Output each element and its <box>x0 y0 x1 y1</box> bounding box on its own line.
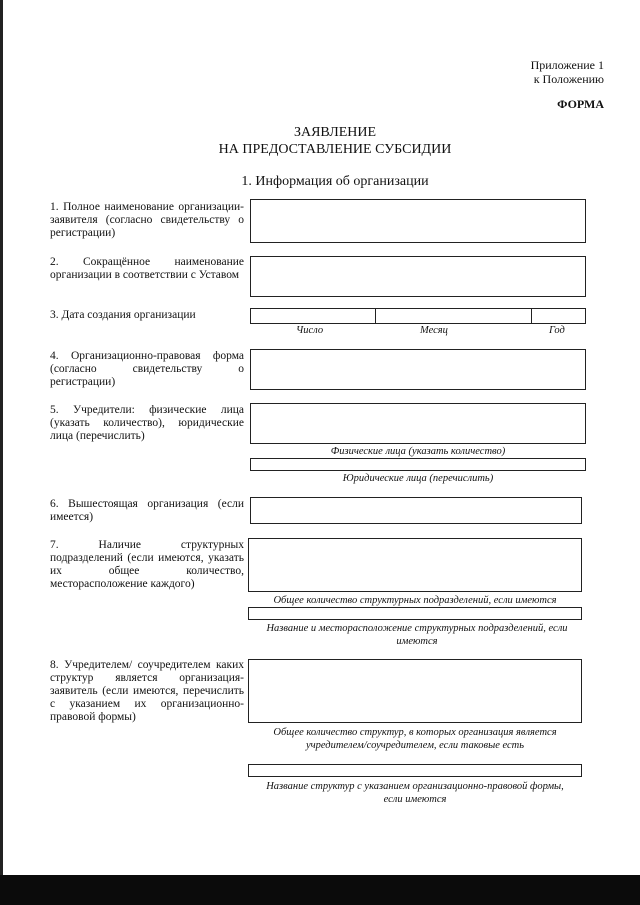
field-6-input[interactable] <box>250 497 582 524</box>
title-line-2: НА ПРЕДОСТАВЛЕНИЕ СУБСИДИИ <box>218 142 452 157</box>
structures-count-input[interactable] <box>248 659 582 723</box>
founders-individuals-caption: Физические лица (указать количество) <box>330 446 506 457</box>
field-6-label: 6. Вышестоящая организация (если имеется) <box>50 498 244 523</box>
title-line-1: ЗАЯВЛЕНИЕ <box>293 125 377 140</box>
field-4-input[interactable] <box>250 349 586 390</box>
field-1-label: 1. Полное наименование организации-заявителя (согласно свидетельству о регистрации) <box>50 201 244 239</box>
field-4-label: 4. Организационно-правовая форма (согласно свидетельству о регистрации) <box>50 350 244 388</box>
appendix-note <box>420 58 604 86</box>
scan-bottom-border <box>0 875 640 905</box>
field-5-label: 5. Учредители: физические лица (указать количество), юридические лица (перечислить) <box>50 404 244 442</box>
subdivisions-count-input[interactable] <box>248 538 582 592</box>
field-1-input[interactable] <box>250 199 586 243</box>
field-2-label: 2. Сокращённое наименование организации в соответствии с Уставом <box>50 256 244 281</box>
subdivisions-names-caption: Название и месторасположение структурных подразделений, если имеются <box>266 623 568 647</box>
form-label: ФОРМА <box>557 97 604 111</box>
field-3-label: 3. Дата создания организации <box>50 309 196 321</box>
field-2-input[interactable] <box>250 256 586 297</box>
appendix-line-1: Приложение 1 <box>530 58 604 72</box>
date-year-input[interactable] <box>532 309 585 323</box>
appendix-line-2: к Положению <box>533 72 604 86</box>
date-day-caption: Число <box>296 325 324 336</box>
scan-left-edge <box>0 0 3 875</box>
date-month-caption: Месяц <box>420 325 448 336</box>
date-day-input[interactable] <box>251 309 374 323</box>
field-7-label: 7. Наличие структурных подразделений (если имеются, указать их общее количество, месторасположение каждого) <box>50 539 244 590</box>
date-month-input[interactable] <box>376 309 531 323</box>
structures-names-input[interactable] <box>248 764 582 777</box>
structures-names-caption: Название структур с указанием организационно-правовой формы, если имеются <box>266 781 564 805</box>
document-title <box>120 124 550 158</box>
founders-legal-input[interactable] <box>250 458 586 471</box>
subdivisions-names-input[interactable] <box>248 607 582 620</box>
field-8-label: 8. Учредителем/ соучредителем каких структур является организация-заявитель (если имеются, перечислить с указанием их организационно-правовой формы) <box>50 659 244 723</box>
subdivisions-count-caption: Общее количество структурных подразделений, если имеются <box>273 595 557 606</box>
founders-legal-caption: Юридические лица (перечислить) <box>342 473 494 484</box>
founders-individuals-input[interactable] <box>250 403 586 444</box>
structures-count-caption: Общее количество структур, в которых организация является учредителем/соучредителем, если таковые есть <box>273 727 557 751</box>
section-heading: 1. Информация об организации <box>241 174 429 189</box>
date-year-caption: Год <box>549 325 565 336</box>
